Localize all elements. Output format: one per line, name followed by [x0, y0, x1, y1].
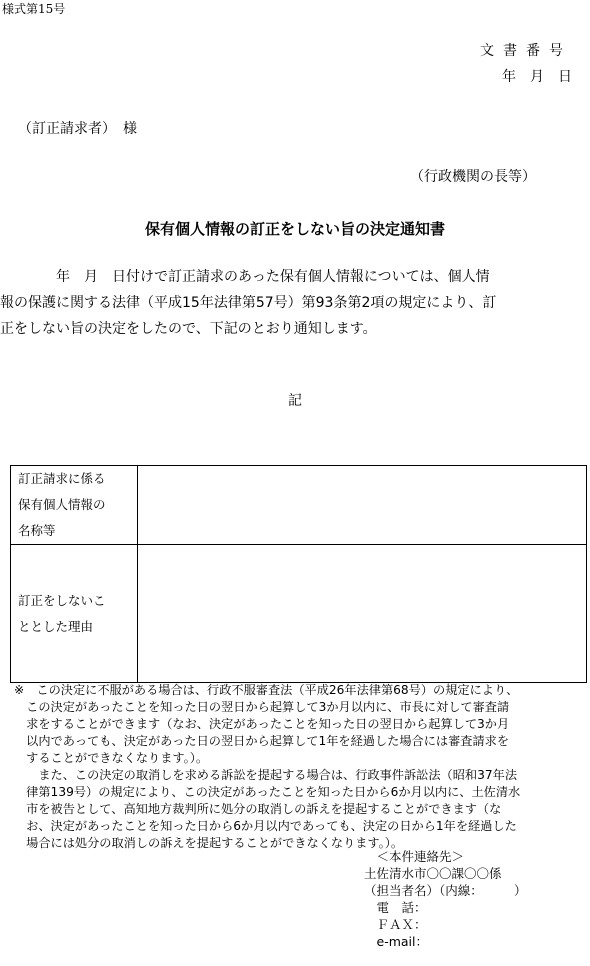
- row-label-info-name: [11, 466, 138, 545]
- sender: （行政機関の長等）: [410, 169, 536, 185]
- body-line: 年 月 日付けで訂正請求のあった保有個人情報については、個人情: [0, 269, 490, 285]
- row-label-reason: [11, 545, 138, 683]
- document-number: 文書番号: [480, 43, 572, 59]
- note-line: 市を被告として、高知地方裁判所に処分の取消しの訴えを提起することができます（な: [14, 802, 502, 816]
- contact-heading: ＜本件連絡先＞: [364, 849, 465, 864]
- note-line: 律第139号）の規定により、この決定があったことを知った日から6か月以内に、土佐清水: [14, 785, 521, 799]
- ki-heading: 記: [288, 393, 302, 409]
- recipient: （訂正請求者） 様: [18, 121, 137, 137]
- contact-email: e-mail：: [364, 934, 428, 949]
- document-date: 年 月 日: [502, 69, 572, 85]
- appeal-note: [14, 682, 586, 852]
- contact-department: 土佐清水市〇〇課〇〇係: [364, 866, 502, 881]
- info-table: [10, 465, 587, 683]
- info-name-value[interactable]: [138, 466, 587, 545]
- form-number: 様式第15号: [2, 2, 66, 16]
- body-line: 報の保護に関する法律（平成15年法律第57号）第93条第2項の規定により、訂: [0, 295, 497, 311]
- body-paragraph: [0, 264, 590, 342]
- table-row: [11, 466, 587, 545]
- reason-value[interactable]: [138, 545, 587, 683]
- label-line: 訂正をしないこ: [18, 592, 106, 608]
- note-line: 以内であっても、決定があった日の翌日から起算して1年を経過した場合には審査請求を: [14, 734, 510, 748]
- note-line: 求をすることができます（なお、決定があったことを知った日の翌日から起算して3か月: [14, 717, 510, 731]
- note-line: ※ この決定に不服がある場合は、行政不服審査法（平成26年法律第68号）の規定により、: [14, 683, 519, 697]
- contact-phone: 電 話：: [364, 900, 427, 915]
- note-line: この決定があったことを知った日の翌日から起算して3か月以内に、市長に対して審査請: [14, 700, 510, 714]
- note-line: することができなくなります。）。: [14, 751, 209, 765]
- note-line: また、この決定の取消しを求める訴訟を提起する場合は、行政事件訴訟法（昭和37年法: [14, 768, 518, 782]
- label-line: 保有個人情報の: [18, 497, 106, 512]
- note-line: お、決定があったことを知った日から6か月以内であっても、決定の日から1年を経過した: [14, 819, 517, 833]
- label-line: 訂正請求に係る: [18, 471, 106, 486]
- label-line: ととした理由: [18, 618, 94, 634]
- table-row: [11, 545, 587, 683]
- label-line: 名称等: [18, 523, 56, 538]
- contact-block: [364, 848, 527, 950]
- note-line: 場合には処分の取消しの訴えを提起することができなくなります。）。: [14, 836, 404, 850]
- page-title: 保有個人情報の訂正をしない旨の決定通知書: [144, 220, 445, 238]
- contact-person: （担当者名）（内線： ）: [364, 883, 527, 898]
- body-line: 正をしない旨の決定をしたので、下記のとおり通知します。: [0, 321, 377, 337]
- contact-fax: ＦＡＸ：: [364, 917, 427, 932]
